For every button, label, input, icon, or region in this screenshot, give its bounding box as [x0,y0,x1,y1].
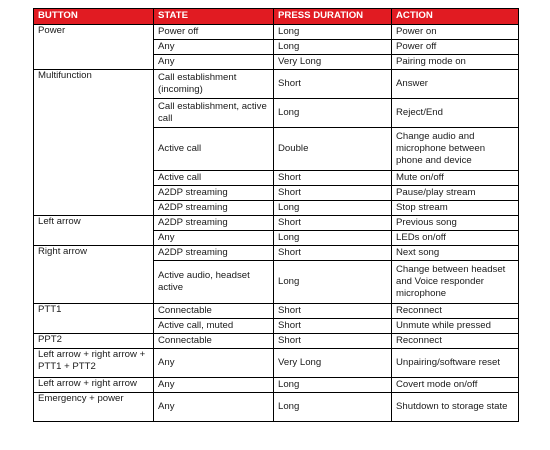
action-cell: Covert mode on/off [392,378,519,393]
duration-cell: Short [274,186,392,201]
action-cell: Unpairing/software reset [392,349,519,378]
duration-cell: Short [274,304,392,319]
action-cell: Reconnect [392,304,519,319]
duration-cell: Short [274,70,392,99]
state-cell: Any [154,378,274,393]
duration-cell: Very Long [274,55,392,70]
table-row [34,349,519,378]
duration-cell: Long [274,201,392,216]
action-cell: Unmute while pressed [392,319,519,334]
duration-cell: Long [274,378,392,393]
header-action: ACTION [392,9,519,25]
button-cell: Left arrow + right arrow [34,378,154,393]
button-cell: Left arrow [34,216,154,246]
button-function-table [33,8,519,422]
state-cell: A2DP streaming [154,216,274,231]
action-cell: Reject/End [392,99,519,128]
header-state: STATE [154,9,274,25]
table-row [34,70,519,99]
action-cell: Reconnect [392,334,519,349]
state-cell: Power off [154,25,274,40]
table-row [34,25,519,40]
header-button: BUTTON [34,9,154,25]
action-cell: LEDs on/off [392,231,519,246]
action-cell: Power on [392,25,519,40]
duration-cell: Long [274,99,392,128]
action-cell: Stop stream [392,201,519,216]
table-row [34,334,519,349]
button-cell: Right arrow [34,246,154,304]
duration-cell: Very Long [274,349,392,378]
button-cell: PPT2 [34,334,154,349]
duration-cell: Short [274,246,392,261]
state-cell: Any [154,231,274,246]
action-cell: Change audio and microphone between phone and device [392,128,519,171]
action-cell: Pairing mode on [392,55,519,70]
button-cell: Emergency + power [34,393,154,422]
duration-cell: Long [274,393,392,422]
state-cell: Any [154,55,274,70]
duration-cell: Short [274,171,392,186]
duration-cell: Long [274,231,392,246]
duration-cell: Short [274,334,392,349]
state-cell: Active audio, headset active [154,261,274,304]
duration-cell: Short [274,319,392,334]
button-cell: Power [34,25,154,70]
action-cell: Answer [392,70,519,99]
duration-cell: Short [274,216,392,231]
action-cell: Next song [392,246,519,261]
state-cell: Active call [154,128,274,171]
state-cell: Call establishment, active call [154,99,274,128]
table-row [34,378,519,393]
state-cell: Any [154,393,274,422]
state-cell: A2DP streaming [154,246,274,261]
table-header-row [34,9,519,25]
button-cell: Left arrow + right arrow + PTT1 + PTT2 [34,349,154,378]
state-cell: A2DP streaming [154,186,274,201]
duration-cell: Long [274,40,392,55]
state-cell: A2DP streaming [154,201,274,216]
table-row [34,246,519,261]
button-cell: PTT1 [34,304,154,334]
state-cell: Any [154,40,274,55]
button-cell: Multifunction [34,70,154,216]
action-cell: Mute on/off [392,171,519,186]
action-cell: Pause/play stream [392,186,519,201]
duration-cell: Long [274,25,392,40]
action-cell: Previous song [392,216,519,231]
header-press-duration: PRESS DURATION [274,9,392,25]
duration-cell: Double [274,128,392,171]
table-row [34,216,519,231]
state-cell: Any [154,349,274,378]
action-cell: Shutdown to storage state [392,393,519,422]
table-row [34,393,519,422]
action-cell: Power off [392,40,519,55]
state-cell: Connectable [154,334,274,349]
state-cell: Active call [154,171,274,186]
table-row [34,304,519,319]
action-cell: Change between headset and Voice responder microphone [392,261,519,304]
state-cell: Call establishment (incoming) [154,70,274,99]
state-cell: Active call, muted [154,319,274,334]
state-cell: Connectable [154,304,274,319]
duration-cell: Long [274,261,392,304]
